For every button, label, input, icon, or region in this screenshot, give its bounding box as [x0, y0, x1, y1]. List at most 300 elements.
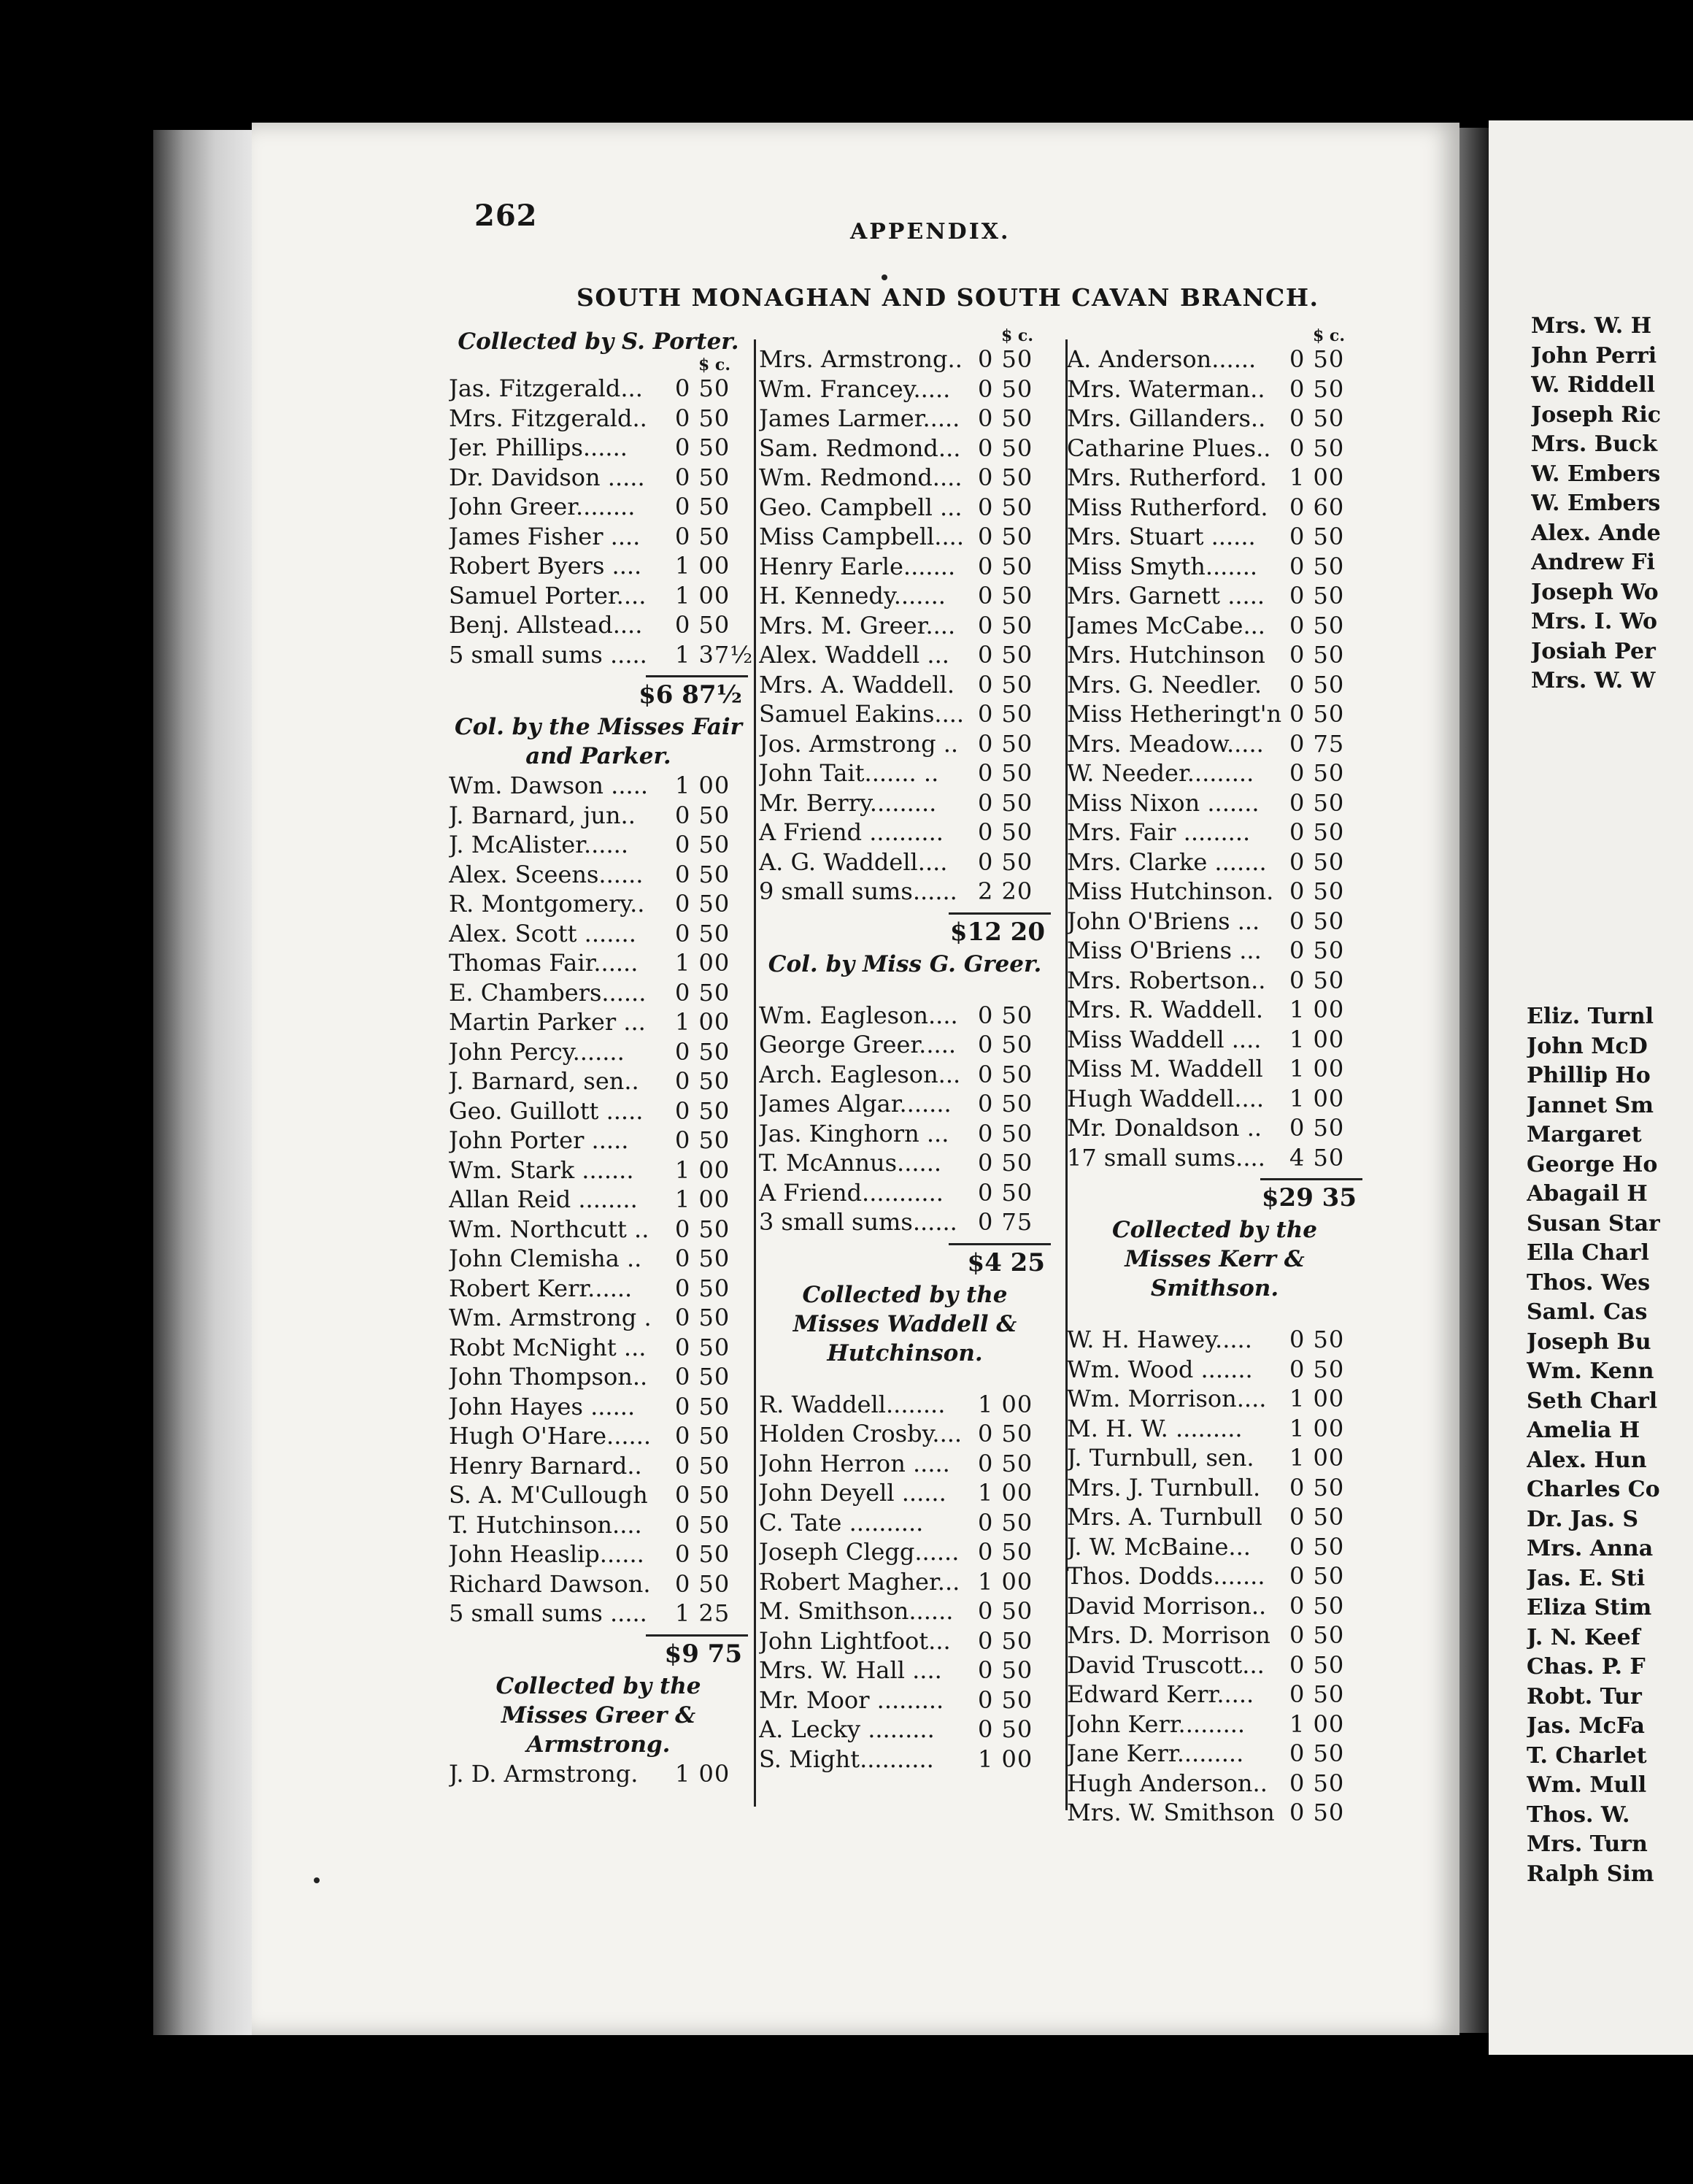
donor-name: James Algar.......	[759, 1090, 952, 1118]
subtotal: $29 35	[1261, 1183, 1357, 1212]
amount: 0 50	[1289, 1532, 1345, 1561]
subtotal: $9 75	[664, 1639, 742, 1669]
amount: 0 50	[1289, 582, 1345, 610]
facing-page-entry: John Perri	[1531, 342, 1657, 369]
entry-row	[1067, 1025, 1362, 1055]
donor-name: James Larmer.....	[759, 404, 960, 432]
entry-row	[1067, 758, 1362, 788]
entry-row	[449, 1539, 748, 1569]
entry-row	[1067, 670, 1362, 700]
donor-name: David Truscott...	[1067, 1650, 1265, 1679]
donor-name: A Friend ..........	[759, 818, 944, 846]
entry-row	[1067, 463, 1362, 493]
entry-row	[449, 1421, 748, 1451]
donor-name: Samuel Porter....	[449, 581, 647, 610]
entry-row	[759, 1508, 1051, 1538]
amount: 1 00	[675, 1156, 730, 1184]
amount: 0 50	[978, 641, 1033, 669]
donor-name: M. H. W. .........	[1067, 1414, 1243, 1442]
entry-row	[759, 1419, 1051, 1449]
amount: 0 50	[1289, 1326, 1345, 1353]
entry-row	[449, 1215, 748, 1245]
entry-row	[1067, 1532, 1362, 1562]
column-2	[759, 327, 1051, 1774]
facing-page-entry: Phillip Ho	[1527, 1063, 1651, 1088]
amount: 1 00	[675, 1008, 730, 1036]
collector-heading: Col. by Miss G. Greer.	[768, 950, 1042, 977]
donor-name: Miss Rutherford.	[1067, 493, 1268, 521]
entry-row	[1067, 640, 1362, 670]
entry-row	[1067, 1561, 1362, 1591]
donor-name: Mrs. M. Greer....	[759, 611, 956, 639]
entry-row	[449, 801, 748, 831]
facing-page-entry: Amelia H	[1527, 1418, 1640, 1443]
donor-name: Alex. Waddell ...	[759, 641, 949, 669]
facing-page-entry: Seth Charl	[1527, 1388, 1658, 1414]
entry-row	[449, 860, 748, 890]
amount: 0 50	[1289, 1680, 1345, 1708]
entry-row	[759, 877, 1051, 907]
amount: 0 50	[978, 374, 1033, 403]
donor-name: Miss O'Briens ...	[1067, 937, 1262, 964]
entry-row	[759, 345, 1051, 374]
donor-name: Miss M. Waddell	[1067, 1055, 1263, 1083]
facing-page-entry: Chas. P. F	[1527, 1654, 1646, 1680]
amount: 0 50	[675, 611, 730, 639]
donor-name: John O'Briens ...	[1067, 907, 1260, 935]
entry-row	[759, 404, 1051, 434]
book-gutter	[1459, 128, 1489, 2033]
amount: 0 50	[1289, 1114, 1345, 1142]
entry-row	[1067, 552, 1362, 582]
facing-page-entry: Charles Co	[1527, 1477, 1660, 1502]
amount: 1 00	[675, 1759, 730, 1788]
running-head: APPENDIX.	[850, 219, 1011, 245]
column-3	[1067, 327, 1362, 1828]
donor-name: Catharine Plues..	[1067, 434, 1271, 462]
collector-heading: Collected by S. Porter.	[458, 328, 739, 355]
facing-page-entry: Dr. Jas. S	[1527, 1506, 1639, 1532]
donor-name: A. G. Waddell....	[759, 847, 948, 876]
donor-name: T. Hutchinson....	[449, 1510, 642, 1539]
entry-row	[449, 1392, 748, 1422]
donor-name: 3 small sums......	[759, 1208, 957, 1236]
donor-name: Jos. Armstrong ..	[759, 729, 959, 758]
entry-row	[1067, 493, 1362, 523]
donor-name: Martin Parker ...	[449, 1008, 646, 1036]
ink-dot	[882, 274, 887, 280]
amount: 1 00	[675, 772, 730, 799]
amount: 0 50	[1289, 404, 1345, 432]
entry-row	[759, 1148, 1051, 1178]
facing-page-entry: J. N. Keef	[1527, 1624, 1640, 1650]
donor-name: Thomas Fair......	[449, 949, 639, 977]
amount: 1 00	[675, 552, 730, 580]
donor-name: Mrs. A. Waddell.	[759, 670, 955, 699]
amount: 0 50	[675, 860, 730, 888]
donor-name: Miss Smyth.......	[1067, 552, 1258, 580]
donor-name: Miss Hutchinson.	[1067, 877, 1274, 905]
entry-row	[1067, 1113, 1362, 1143]
donor-name: Benj. Allstead....	[449, 611, 643, 639]
donor-name: H. Kennedy.......	[759, 582, 946, 610]
donor-name: John Herron .....	[759, 1449, 950, 1477]
donor-name: Mrs. W. Hall ....	[759, 1656, 942, 1684]
donor-name: Holden Crosby....	[759, 1420, 963, 1447]
entry-row	[449, 889, 748, 919]
amount: 1 00	[1289, 996, 1345, 1023]
donor-name: Miss Campbell....	[759, 523, 964, 550]
amount: 0 50	[1289, 818, 1345, 846]
amount: 0 50	[1289, 788, 1345, 817]
donor-name: John Hayes ......	[449, 1392, 636, 1420]
entry-row	[1067, 1591, 1362, 1621]
entry-row	[449, 1274, 748, 1304]
donor-name: Robert Magher...	[759, 1567, 960, 1596]
donor-name: James McCabe...	[1067, 611, 1265, 639]
entry-row	[1067, 1143, 1362, 1173]
facing-page-entry: Susan Star	[1527, 1210, 1660, 1237]
amount: 0 50	[978, 1538, 1033, 1566]
facing-page-entry: Eliz. Turnl	[1527, 1004, 1654, 1029]
amount: 0 50	[1289, 1621, 1345, 1649]
donor-name: Geo. Campbell ...	[759, 493, 963, 521]
entry-row	[1067, 1710, 1362, 1739]
donor-name: Mrs. Robertson..	[1067, 966, 1266, 994]
facing-page-entry: Joseph Wo	[1531, 579, 1659, 605]
amount: 1 00	[1289, 1055, 1345, 1083]
donor-name: Jer. Phillips......	[449, 434, 628, 461]
amount: 0 50	[675, 1451, 730, 1480]
amount: 0 50	[978, 464, 1033, 491]
amount: 0 50	[978, 1001, 1033, 1029]
facing-page-entry: Mrs. Anna	[1527, 1536, 1654, 1561]
amount: 0 50	[978, 1715, 1033, 1743]
entry-row	[759, 1626, 1051, 1656]
donor-name: Richard Dawson.	[449, 1569, 651, 1598]
facing-page-entry: W. Riddell	[1531, 372, 1656, 398]
entry-row	[1067, 995, 1362, 1025]
entry-row	[449, 463, 748, 493]
amount: 0 50	[675, 1245, 730, 1272]
donor-name: Hugh O'Hare......	[449, 1422, 652, 1450]
entry-row	[449, 551, 748, 581]
donor-name: Edward Kerr.....	[1067, 1680, 1254, 1708]
donor-name: Mr. Berry.........	[759, 788, 937, 817]
donor-name: Henry Earle.......	[759, 552, 956, 580]
donor-name: Geo. Guillott .....	[449, 1096, 644, 1125]
amount: 1 00	[1289, 1084, 1345, 1112]
facing-page-entry: Mrs. W. W	[1531, 668, 1656, 693]
amount: 1 00	[675, 1185, 730, 1213]
donor-name: 5 small sums .....	[449, 1599, 647, 1627]
entry-row	[449, 771, 748, 801]
entry-row	[449, 433, 748, 463]
entry-row	[449, 1244, 748, 1274]
entry-row	[449, 830, 748, 860]
entry-row	[1067, 1473, 1362, 1503]
facing-page-entry: Abagail H	[1527, 1181, 1648, 1207]
amount: 1 00	[1289, 1385, 1345, 1412]
donor-name: Jane Kerr.........	[1067, 1739, 1244, 1767]
amount: 0 50	[675, 1569, 730, 1598]
amount: 0 50	[675, 1510, 730, 1539]
entry-row	[759, 1478, 1051, 1508]
subtotal: $12 20	[949, 917, 1045, 947]
entry-row	[449, 1066, 748, 1096]
amount: 1 00	[1289, 1444, 1345, 1472]
amount: 0 50	[675, 1304, 730, 1331]
entry-row	[759, 1390, 1051, 1420]
donor-name: Wm. Armstrong .	[449, 1304, 652, 1331]
entry-row	[449, 1126, 748, 1156]
entry-row	[759, 1596, 1051, 1626]
entry-row	[1067, 847, 1362, 877]
entry-row	[1067, 404, 1362, 434]
entry-row	[449, 1759, 748, 1789]
entry-row	[449, 1451, 748, 1481]
donor-name: Robert Byers ....	[449, 552, 642, 580]
donor-name: Allan Reid ........	[449, 1185, 638, 1213]
entry-row	[449, 1096, 748, 1126]
donor-name: Wm. Stark .......	[449, 1156, 634, 1184]
entry-row	[1067, 1769, 1362, 1799]
facing-page-entry: Thos. W.	[1527, 1802, 1630, 1828]
amount: 0 50	[1289, 937, 1345, 964]
entry-row	[449, 978, 748, 1008]
facing-page-entry: John McD	[1527, 1033, 1648, 1059]
amount: 0 50	[1289, 641, 1345, 669]
amount: 0 50	[1289, 1473, 1345, 1502]
entry-row	[1067, 729, 1362, 759]
amount: 0 50	[978, 759, 1033, 787]
entry-row	[1067, 1680, 1362, 1710]
amount: 0 50	[675, 404, 730, 432]
entry-row	[759, 1001, 1051, 1031]
amount: 0 50	[1289, 847, 1345, 876]
donor-name: John Kerr.........	[1067, 1710, 1246, 1738]
amount: 0 50	[978, 582, 1033, 610]
donor-name: Mrs. Hutchinson	[1067, 641, 1265, 669]
entry-row	[759, 788, 1051, 818]
amount: 0 50	[675, 1096, 730, 1125]
entry-row	[1067, 1620, 1362, 1650]
amount: 0 50	[1289, 966, 1345, 994]
amount: 0 50	[675, 1333, 730, 1361]
donor-name: Mrs. Gillanders..	[1067, 404, 1266, 432]
entry-row	[759, 1060, 1051, 1090]
entry-row	[449, 1037, 748, 1067]
subtotal: $4 25	[967, 1247, 1045, 1277]
donor-name: Wm. Eagleson....	[759, 1001, 958, 1029]
amount: 0 50	[1289, 759, 1345, 787]
donor-name: John Deyell ......	[759, 1479, 946, 1507]
entry-row	[759, 729, 1051, 759]
amount: 0 50	[675, 831, 730, 858]
donor-name: Wm. Redmond....	[759, 464, 963, 491]
donor-name: Miss Nixon .......	[1067, 788, 1260, 817]
entry-row	[1067, 434, 1362, 464]
amount: 0 50	[675, 1126, 730, 1154]
amount: 0 50	[978, 404, 1033, 432]
entry-row	[759, 1537, 1051, 1567]
amount: 0 50	[1289, 345, 1345, 373]
amount: 0 50	[1289, 700, 1345, 728]
amount: 0 50	[978, 847, 1033, 876]
amount: 0 50	[978, 434, 1033, 462]
donor-name: J. Barnard, sen..	[449, 1067, 639, 1095]
entry-row	[449, 1156, 748, 1185]
amount: 0 50	[675, 919, 730, 947]
page-number: 262	[474, 199, 538, 233]
amount: 0 50	[978, 1060, 1033, 1088]
entry-row	[759, 1656, 1051, 1685]
amount: 0 50	[978, 552, 1033, 580]
amount: 0 50	[978, 1178, 1033, 1207]
amount: 0 50	[978, 523, 1033, 550]
donor-name: 9 small sums......	[759, 877, 957, 905]
amount: 1 00	[978, 1390, 1033, 1418]
donor-name: David Morrison..	[1067, 1591, 1267, 1620]
amount: 1 37½	[675, 640, 754, 669]
entry-row	[759, 818, 1051, 847]
entry-row	[759, 611, 1051, 641]
entry-row	[449, 1480, 748, 1510]
donor-name: John Lightfoot...	[759, 1626, 951, 1655]
amount: 0 50	[1289, 523, 1345, 550]
amount: 1 00	[978, 1567, 1033, 1596]
donor-name: Hugh Anderson..	[1067, 1769, 1268, 1797]
donor-name: Mrs. Garnett .....	[1067, 582, 1265, 610]
donor-name: S. A. M'Cullough	[449, 1481, 648, 1509]
ink-dot	[314, 1877, 320, 1883]
facing-page-entry: Alex. Hun	[1527, 1447, 1647, 1473]
donor-name: John Tait....... ..	[759, 759, 939, 787]
donor-name: T. McAnnus......	[759, 1149, 942, 1177]
donor-name: Mrs. Fair .........	[1067, 818, 1251, 846]
amount: 0 50	[978, 345, 1033, 373]
donor-name: Wm. Dawson .....	[449, 772, 649, 799]
entry-row	[449, 640, 754, 670]
donor-name: S. Might..........	[759, 1745, 934, 1773]
amount: 0 50	[978, 1090, 1033, 1118]
donor-name: Robt McNight ...	[449, 1333, 647, 1361]
amount: 0 50	[1289, 1503, 1345, 1531]
facing-page-entry: W. Embers	[1531, 491, 1661, 516]
spacer	[759, 1368, 1051, 1390]
facing-page-entry: Mrs. I. Wo	[1531, 609, 1657, 634]
currency-header: $ c.	[698, 355, 730, 374]
donor-name: R. Montgomery..	[449, 890, 645, 918]
amount: 1 00	[1289, 1025, 1345, 1053]
amount: 0 50	[1289, 1562, 1345, 1590]
entry-row	[1067, 611, 1362, 641]
entry-row	[449, 522, 748, 552]
amount: 2 20	[978, 877, 1033, 905]
donor-name: Joseph Clegg......	[759, 1538, 960, 1566]
donor-name: Mrs. Clarke .......	[1067, 847, 1267, 876]
facing-page-entry: Mrs. Buck	[1531, 431, 1658, 457]
entry-row	[1067, 1739, 1362, 1769]
donor-name: A. Lecky .........	[759, 1715, 935, 1743]
entry-row	[449, 948, 748, 978]
donor-name: J. Barnard, jun..	[449, 801, 636, 829]
entry-row	[759, 1119, 1051, 1149]
amount: 1 00	[978, 1745, 1033, 1773]
entry-row	[1067, 522, 1362, 552]
donor-name: Robert Kerr......	[449, 1274, 633, 1302]
section-title: SOUTH MONAGHAN AND SOUTH CAVAN BRANCH.	[576, 283, 1319, 312]
entry-row	[759, 581, 1051, 611]
entry-row	[1067, 966, 1362, 996]
donor-name: Alex. Sceens......	[449, 860, 644, 888]
amount: 0 50	[978, 493, 1033, 521]
amount: 0 50	[675, 1215, 730, 1243]
amount: 0 50	[978, 1597, 1033, 1625]
facing-page-entry: Joseph Bu	[1527, 1329, 1651, 1355]
entry-row	[1067, 1502, 1362, 1532]
entry-row	[1067, 1798, 1362, 1828]
collector-heading: Collected by the Misses Waddell & Hutchinson.	[792, 1281, 1017, 1366]
amount: 0 50	[675, 1274, 730, 1302]
donor-name: Wm. Northcutt ..	[449, 1215, 649, 1243]
entry-row	[449, 1569, 748, 1599]
entry-row	[449, 1599, 748, 1629]
entry-row	[1067, 1355, 1362, 1385]
facing-page-entry: Margaret	[1527, 1122, 1642, 1147]
amount: 0 50	[978, 1508, 1033, 1537]
amount: 1 00	[1289, 1710, 1345, 1738]
donor-name: E. Chambers......	[449, 978, 647, 1007]
donor-name: John Thompson..	[449, 1363, 648, 1391]
entry-row	[449, 1510, 748, 1540]
amount: 0 50	[675, 493, 730, 520]
donor-name: John Heaslip......	[449, 1540, 644, 1568]
donor-name: Dr. Davidson .....	[449, 463, 645, 491]
facing-page-entry: Alex. Ande	[1531, 520, 1661, 546]
amount: 0 50	[675, 463, 730, 491]
entry-row	[1067, 581, 1362, 611]
amount: 0 60	[1289, 493, 1345, 521]
amount: 1 00	[978, 1479, 1033, 1507]
amount: 0 50	[1289, 1355, 1345, 1383]
facing-page-entry: Saml. Cas	[1527, 1299, 1648, 1325]
entry-row	[759, 699, 1051, 729]
facing-page-entry: Jannet Sm	[1527, 1092, 1654, 1118]
amount: 0 50	[1289, 1591, 1345, 1620]
donor-name: J. D. Armstrong.	[449, 1759, 639, 1788]
amount: 0 50	[1289, 1799, 1345, 1826]
donor-name: John Porter .....	[449, 1126, 629, 1154]
entry-row	[759, 1745, 1051, 1774]
donor-name: Wm. Morrison....	[1067, 1385, 1267, 1412]
amount: 0 50	[675, 1067, 730, 1095]
donor-name: Mrs. Meadow.....	[1067, 729, 1264, 758]
facing-page-entry: T. Charlet	[1527, 1742, 1647, 1769]
donor-name: Hugh Waddell....	[1067, 1084, 1265, 1112]
donor-name: J. W. McBaine...	[1067, 1532, 1251, 1561]
column-rule	[754, 339, 756, 1807]
donor-name: R. Waddell........	[759, 1390, 946, 1418]
entry-row	[449, 610, 748, 640]
amount: 0 50	[675, 1422, 730, 1450]
entry-row	[759, 1207, 1051, 1237]
entry-row	[1067, 1054, 1362, 1084]
donor-name: W. Needer.........	[1067, 759, 1254, 787]
entry-row	[449, 374, 748, 404]
entry-row	[449, 581, 748, 611]
facing-page-entry: Mrs. W. H	[1531, 313, 1652, 339]
